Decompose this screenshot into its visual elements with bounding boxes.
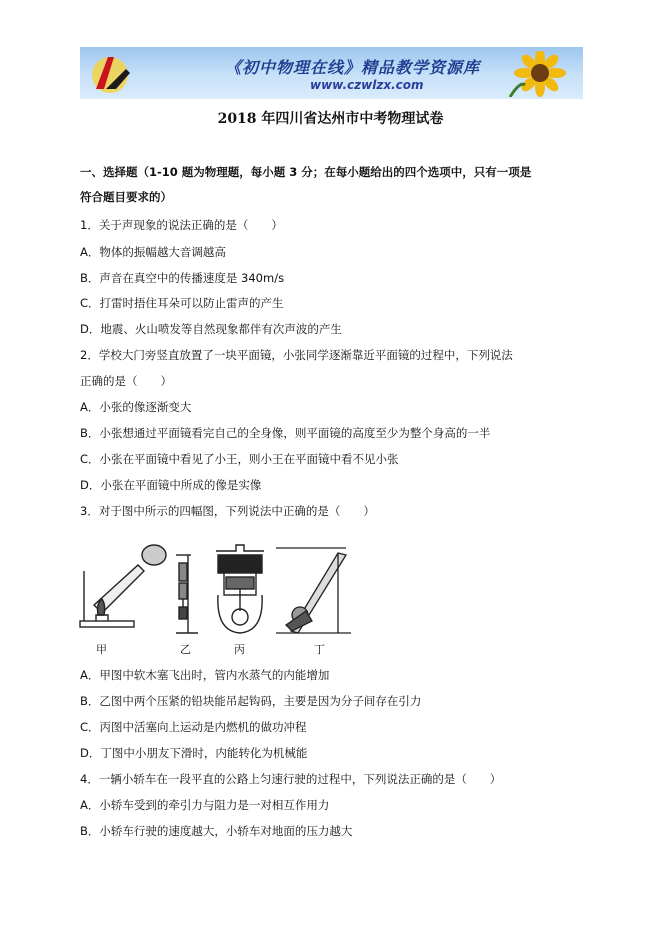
question-3-option-b: B．乙图中两个压紧的铅块能吊起钩码，主要是因为分子间存在引力 bbox=[80, 694, 422, 708]
question-2-stem-line2: 正确的是（ ） bbox=[80, 374, 172, 388]
sunflower-icon bbox=[505, 51, 575, 97]
question-2-stem-line1: 2．学校大门旁竖直放置了一块平面镜，小张同学逐渐靠近平面镜的过程中，下列说法 bbox=[80, 348, 513, 362]
question-1-stem: 1．关于声现象的说法正确的是（ ） bbox=[80, 218, 283, 232]
section-heading-line1: 一、选择题（1-10 题为物理题，每小题 3 分；在每小题给出的四个选项中，只有一项是 bbox=[80, 165, 532, 179]
question-2-option-d: D．小张在平面镜中所成的像是实像 bbox=[80, 478, 262, 492]
question-2-option-b: B．小张想通过平面镜看完自己的全身像，则平面镜的高度至少为整个身高的一半 bbox=[80, 426, 491, 440]
document-title: 2018 年四川省达州市中考物理试卷 bbox=[217, 111, 444, 127]
figure-label-yi: 乙 bbox=[180, 643, 191, 656]
question-4-option-a: A．小轿车受到的牵引力与阻力是一对相互作用力 bbox=[80, 798, 330, 812]
question-3-option-c: C．丙图中活塞向上运动是内燃机的做功冲程 bbox=[80, 720, 307, 734]
question-3-option-a: A．甲图中软木塞飞出时，管内水蒸气的内能增加 bbox=[80, 668, 330, 682]
figure-yi bbox=[176, 555, 198, 633]
question-2-option-c: C．小张在平面镜中看见了小王，则小王在平面镜中看不见小张 bbox=[80, 452, 399, 466]
question-1-option-d: D．地震、火山喷发等自然现象都伴有次声波的产生 bbox=[80, 322, 342, 336]
question-1-option-b: B．声音在真空中的传播速度是 340m/s bbox=[80, 271, 285, 285]
question-3-option-d: D．丁图中小朋友下滑时，内能转化为机械能 bbox=[80, 746, 308, 760]
question-1-option-a: A．物体的振幅越大音调越高 bbox=[80, 245, 226, 259]
figure-label-ding: 丁 bbox=[314, 643, 325, 656]
figure-label-bing: 丙 bbox=[234, 643, 245, 656]
section-heading-line2: 符合题目要求的） bbox=[80, 190, 172, 204]
question-2-option-a: A．小张的像逐渐变大 bbox=[80, 400, 192, 414]
figure-ding bbox=[276, 548, 351, 633]
site-logo-icon bbox=[86, 49, 146, 97]
figure-label-jia: 甲 bbox=[96, 643, 107, 656]
question-4-stem: 4．一辆小轿车在一段平直的公路上匀速行驶的过程中，下列说法正确的是（ ） bbox=[80, 772, 502, 786]
figure-jia bbox=[80, 545, 166, 627]
header-banner bbox=[80, 47, 583, 99]
figure-bing bbox=[216, 545, 264, 633]
banner-url: www.czwlzx.com bbox=[310, 78, 424, 92]
question-3-figures bbox=[76, 533, 356, 658]
question-3-stem: 3．对于图中所示的四幅图，下列说法中正确的是（ ） bbox=[80, 504, 375, 518]
question-4-option-b: B．小轿车行驶的速度越大，小轿车对地面的压力越大 bbox=[80, 824, 353, 838]
banner-title: 《初中物理在线》精品教学资源库 bbox=[225, 58, 481, 77]
question-1-option-c: C．打雷时捂住耳朵可以防止雷声的产生 bbox=[80, 296, 284, 310]
